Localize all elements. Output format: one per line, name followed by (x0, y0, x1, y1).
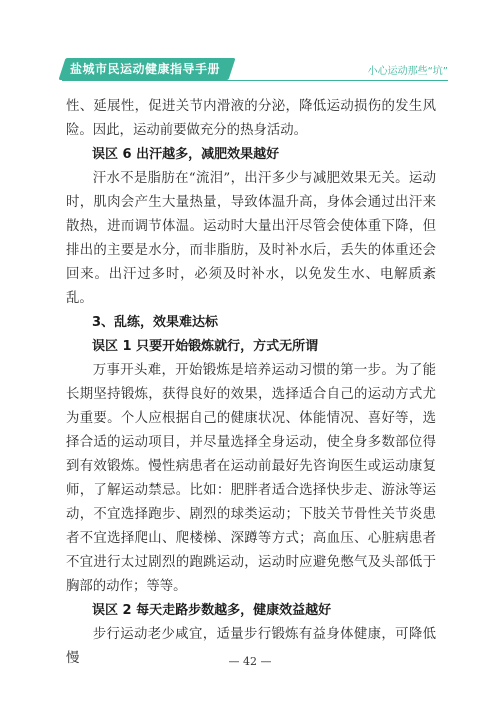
section-heading: 3、乱练，效果难达标 (92, 315, 219, 330)
section-heading: 误区 1 只要开始锻炼就行，方式无所谓 (92, 339, 319, 354)
body-paragraph: 性、延展性，促进关节内滑液的分泌，降低运动损伤的发生风险。因此，运动前要做充分的热身活动。 (66, 99, 436, 138)
page-number: — 42 — (228, 655, 272, 668)
section-heading: 误区 2 每天走路步数越多，健康效益越好 (92, 603, 332, 618)
header-divider (62, 80, 448, 81)
section-heading: 误区 6 出汗越多，减肥效果越好 (92, 147, 280, 162)
handbook-title: 盐城市民运动健康指导手册 (70, 62, 221, 76)
body-paragraph: 万事开头难，开始锻炼是培养运动习惯的第一步。为了能长期坚持锻炼，获得良好的效果，选择适合自己的运动方式尤为重要。个人应根据自己的健康状况、体能情况、喜好等，选择合适的运动项目，并尽量选择全身运动，使全身多数部位得到有效锻炼。慢性病患者在运动前最好先咨询医生或运动康复师，了解运动禁忌。比如：肥胖者适合选择快步走、游泳等运动，不宜选择跑步、剧烈的球类运动；下肢关节骨性关节炎患者不宜选择爬山、爬楼梯、深蹲等方式；高血压、心脏病患者不宜进行太过剧烈的跑跳运动，运动时应避免憋气及头部低于胸部的动作；等等。 (66, 363, 436, 594)
page-body (66, 95, 436, 671)
section-title: 小心运动那些“坑” (367, 66, 448, 77)
body-paragraph: 步行运动老少咸宜，适量步行锻炼有益身体健康，可降低慢 (66, 627, 436, 666)
body-paragraph: 汗水不是脂肪在“流泪”，出汗多少与减肥效果无关。运动时，肌肉会产生大量热量，导致体温升高，身体会通过出汗来散热，进而调节体温。运动时大量出汗尽管会使体重下降，但排出的主要是水分，而非脂肪，及时补水后，丢失的体重还会回来。出汗过多时，必须及时补水，以免发生水、电解质紊乱。 (66, 171, 436, 306)
